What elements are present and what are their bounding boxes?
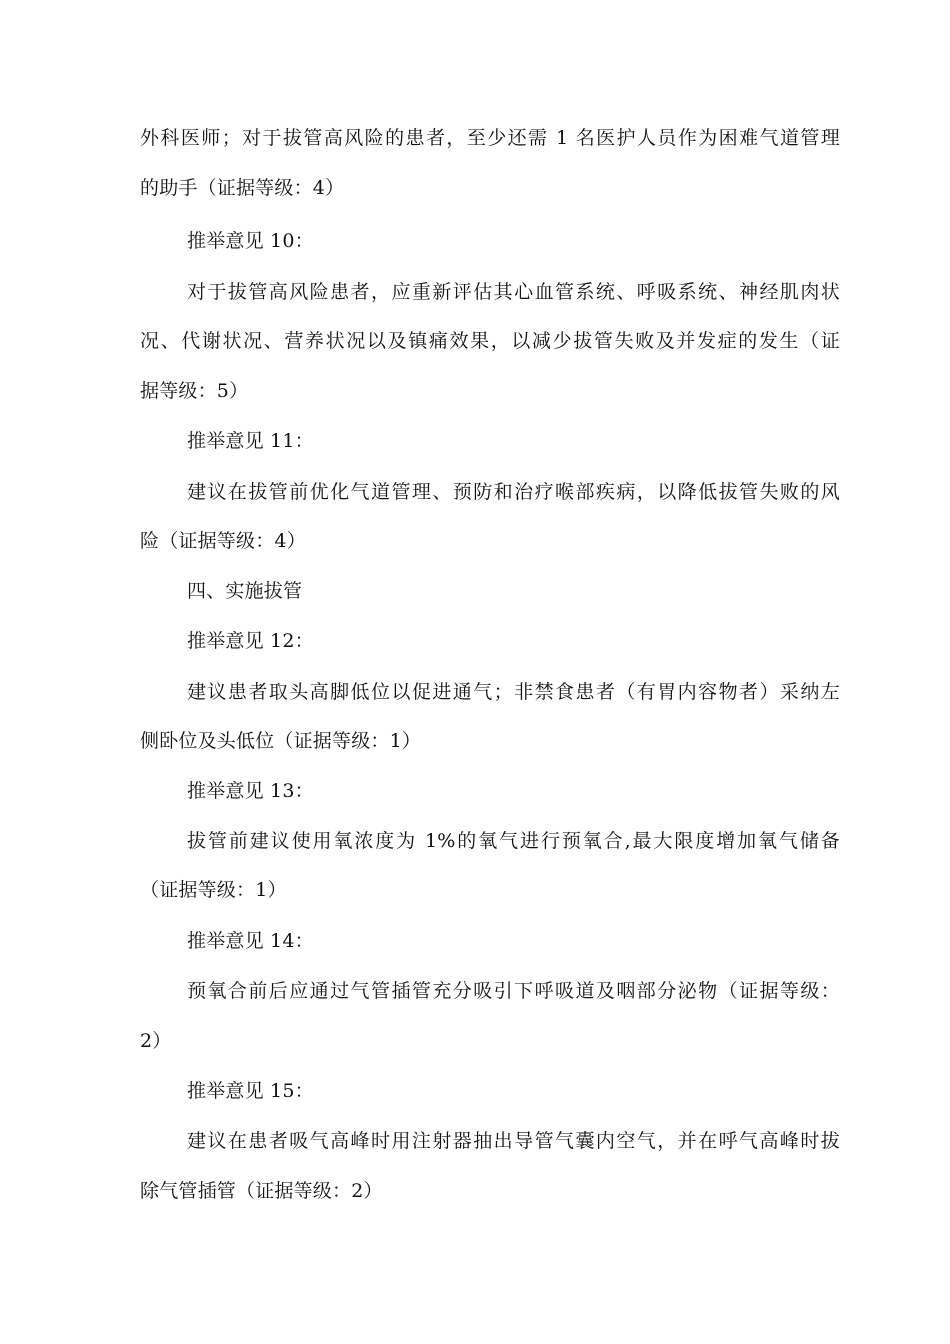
text-line: 况、代谢状况、营养状况以及镇痛效果，以减少拔管失败及并发症的发生（证 (140, 330, 840, 352)
text-line: 外科医师；对于拔管高风险的患者，至少还需 1 名医护人员作为困难气道管理 (140, 127, 840, 149)
text-line: 对于拔管高风险患者，应重新评估其心血管系统、呼吸系统、神经肌肉状 (187, 281, 840, 303)
text-line: 建议患者取头高脚低位以促进通气；非禁食患者（有胃内容物者）采纳左 (187, 681, 840, 703)
text-line: 除气管插管（证据等级：2） (140, 1180, 383, 1202)
text-line: 的助手（证据等级：4） (140, 177, 345, 199)
text-line: （证据等级：1） (140, 879, 287, 901)
section-heading: 四、实施拔管 (187, 580, 303, 602)
recommendation-heading: 推举意见 13： (187, 780, 314, 802)
recommendation-heading: 推举意见 15： (187, 1080, 314, 1102)
text-line: 2） (140, 1030, 172, 1052)
text-line: 险（证据等级：4） (140, 530, 306, 552)
text-line: 侧卧位及头低位（证据等级：1） (140, 730, 422, 752)
recommendation-heading: 推举意见 12： (187, 630, 314, 652)
recommendation-heading: 推举意见 11： (187, 430, 314, 452)
recommendation-heading: 推举意见 10： (187, 230, 314, 252)
text-line: 据等级：5） (140, 380, 249, 402)
text-line: 拔管前建议使用氧浓度为 1%的氧气进行预氧合,最大限度增加氧气储备 (187, 830, 840, 852)
text-line: 建议在患者吸气高峰时用注射器抽出导管气囊内空气，并在呼气高峰时拔 (187, 1130, 840, 1152)
text-line: 预氧合前后应通过气管插管充分吸引下呼吸道及咽部分泌物（证据等级： (187, 980, 840, 1002)
recommendation-heading: 推举意见 14： (187, 930, 314, 952)
text-line: 建议在拔管前优化气道管理、预防和治疗喉部疾病，以降低拔管失败的风 (187, 481, 840, 503)
